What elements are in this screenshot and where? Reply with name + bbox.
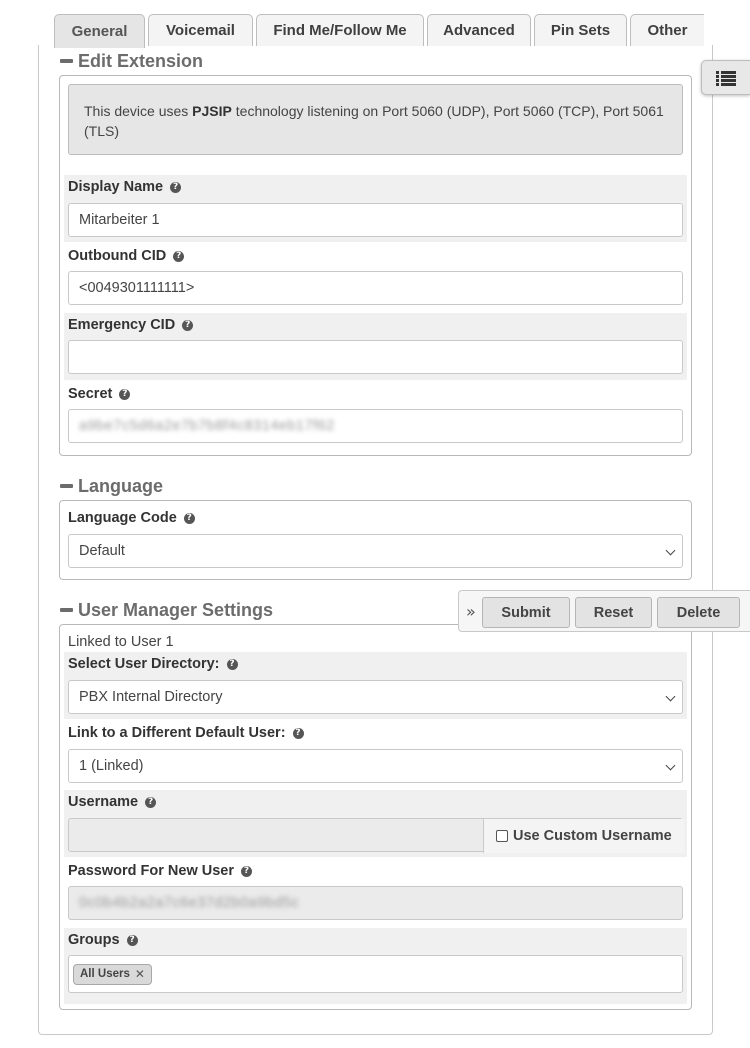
question-circle-icon[interactable]: ? [182, 320, 193, 331]
tab-bar [54, 14, 704, 46]
user-manager-title: User Manager Settings [78, 599, 274, 620]
groups-label [68, 932, 138, 948]
info-pre: This device uses [84, 103, 193, 119]
question-circle-icon[interactable]: ? [119, 389, 130, 400]
default-user-label-text: Link to a Different Default User: [68, 725, 286, 741]
default-user-row [64, 721, 687, 788]
password-label-text: Password For New User [68, 863, 234, 879]
chevron-down-icon [666, 546, 676, 556]
chevron-down-icon [666, 761, 676, 771]
language-code-select[interactable] [68, 534, 683, 568]
delete-button[interactable]: Delete [657, 597, 740, 628]
secret-value: a9be7c5d6a2e7b7b8f4c8314eb17f62 [79, 418, 335, 434]
question-circle-icon[interactable]: ? [173, 251, 184, 262]
question-circle-icon[interactable]: ? [227, 659, 238, 670]
minus-icon [60, 59, 73, 63]
list-icon [716, 71, 736, 86]
emergency-cid-label-text: Emergency CID [68, 317, 176, 333]
user-directory-row [64, 652, 687, 719]
submit-button[interactable]: Submit [482, 597, 570, 628]
use-custom-username-checkbox[interactable] [496, 830, 508, 842]
question-circle-icon[interactable]: ? [127, 935, 138, 946]
secret-input[interactable] [68, 409, 683, 443]
minus-icon [60, 484, 73, 488]
outbound-cid-row [64, 244, 687, 311]
edit-extension-heading[interactable] [60, 50, 203, 72]
double-chevron-right-icon[interactable]: » [466, 602, 476, 621]
groups-input[interactable] [68, 955, 683, 993]
user-directory-select[interactable] [68, 680, 683, 714]
default-user-select[interactable] [68, 749, 683, 783]
outbound-cid-value: <0049301111111> [79, 280, 195, 296]
password-label [68, 863, 252, 879]
use-custom-username-label: Use Custom Username [513, 828, 672, 844]
question-circle-icon[interactable]: ? [145, 797, 156, 808]
chevron-down-icon [666, 692, 676, 702]
side-list-toggle[interactable] [701, 60, 750, 95]
emergency-cid-row [64, 313, 687, 380]
group-tag-label: All Users [80, 968, 130, 980]
question-circle-icon[interactable]: ? [293, 728, 304, 739]
language-code-label-text: Language Code [68, 510, 177, 526]
technology-info [68, 84, 683, 155]
language-code-label [68, 510, 195, 526]
reset-button[interactable]: Reset [575, 597, 652, 628]
password-value: 0c0b4b2a2a7c6e37d2b0a9bd5c [79, 895, 300, 911]
outbound-cid-label [68, 248, 184, 264]
groups-label-text: Groups [68, 932, 120, 948]
display-name-input[interactable] [68, 203, 683, 237]
default-user-value: 1 (Linked) [79, 758, 144, 774]
question-circle-icon[interactable]: ? [241, 866, 252, 877]
user-manager-heading[interactable] [60, 599, 273, 621]
minus-icon [60, 608, 73, 612]
action-bar [458, 590, 750, 632]
password-row [64, 859, 687, 926]
linked-user-text: Linked to User 1 [68, 634, 174, 650]
close-icon[interactable]: ✕ [134, 967, 145, 981]
username-row [64, 790, 687, 857]
language-code-value: Default [79, 543, 125, 559]
emergency-cid-label [68, 317, 193, 333]
emergency-cid-input[interactable] [68, 340, 683, 374]
user-directory-label [68, 656, 238, 672]
username-label [68, 794, 156, 810]
secret-label-text: Secret [68, 386, 113, 402]
language-title: Language [78, 475, 164, 496]
username-label-text: Username [68, 794, 139, 810]
username-input-group [68, 818, 683, 852]
tab-advanced[interactable]: Advanced [427, 14, 531, 46]
outbound-cid-input[interactable] [68, 271, 683, 305]
info-tech: PJSIP [192, 103, 232, 119]
groups-row [64, 928, 687, 1004]
default-user-label [68, 725, 304, 741]
tab-find-me-follow-me[interactable]: Find Me/Follow Me [256, 14, 424, 46]
user-directory-value: PBX Internal Directory [79, 689, 223, 705]
language-code-row [64, 506, 687, 573]
tab-general[interactable]: General [54, 14, 145, 48]
group-tag [73, 964, 152, 985]
tab-voicemail[interactable]: Voicemail [148, 14, 253, 46]
display-name-row [64, 175, 687, 242]
tab-other[interactable]: Other [630, 14, 704, 46]
user-directory-label-text: Select User Directory: [68, 656, 220, 672]
edit-extension-title: Edit Extension [78, 50, 204, 71]
question-circle-icon[interactable]: ? [170, 182, 181, 193]
tab-pin-sets[interactable]: Pin Sets [534, 14, 627, 46]
question-circle-icon[interactable]: ? [184, 513, 195, 524]
display-name-value: Mitarbeiter 1 [79, 212, 160, 228]
outbound-cid-label-text: Outbound CID [68, 248, 167, 264]
password-input[interactable] [68, 886, 683, 920]
info-post: technology listening on Port 5060 (UDP), Port 5060 (TCP), Port 5061 (TLS) [84, 103, 664, 139]
display-name-label [68, 179, 181, 195]
secret-row [64, 382, 687, 449]
secret-label [68, 386, 130, 402]
use-custom-username[interactable] [483, 819, 684, 853]
display-name-label-text: Display Name [68, 179, 164, 195]
language-heading[interactable] [60, 475, 163, 497]
